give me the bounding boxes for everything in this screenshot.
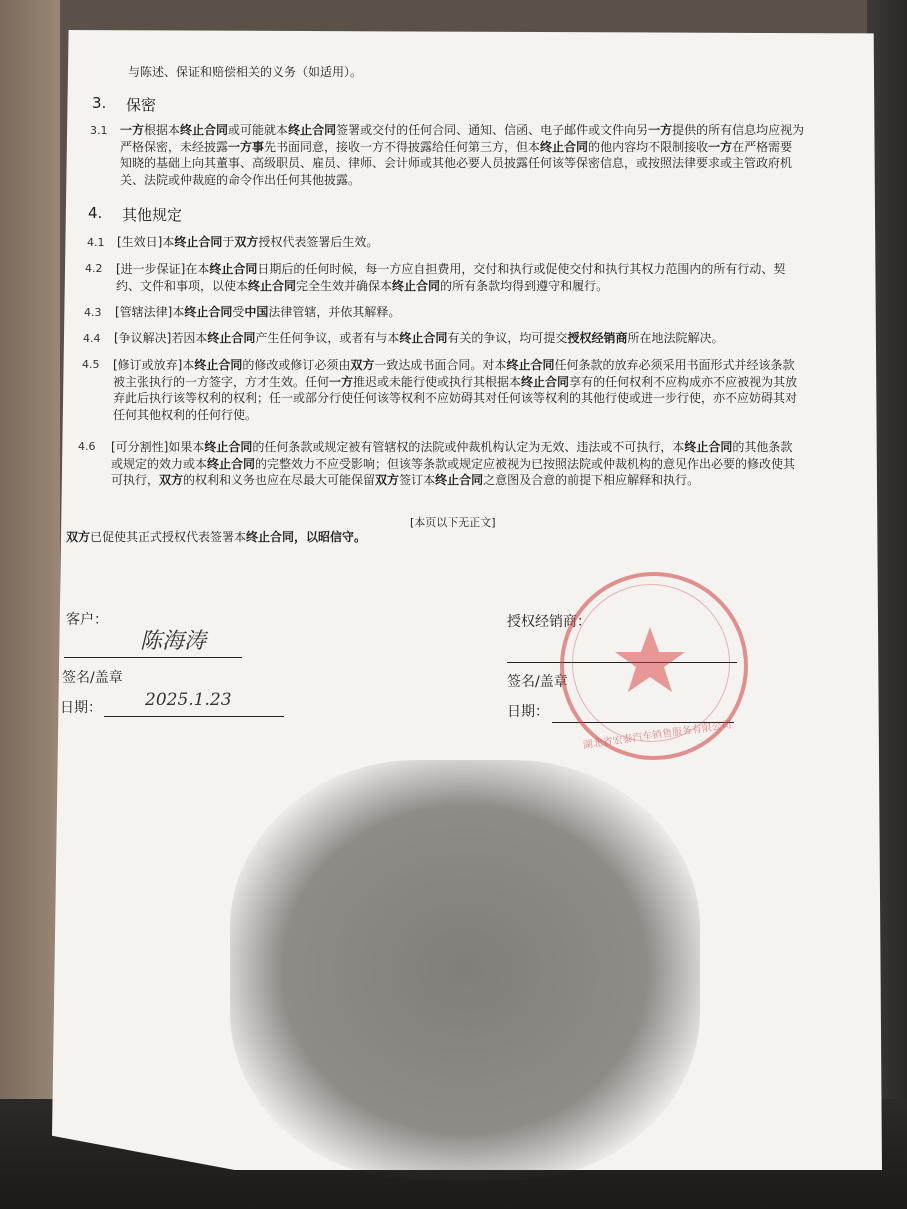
section-3-title: 保密 (126, 96, 157, 114)
end-note: [本页以下无正文] (410, 516, 496, 529)
customer-date-value: 2025.1.23 (145, 690, 232, 710)
customer-signature-line (64, 657, 242, 658)
dealer-sign-label: 签名/盖章 (507, 674, 568, 690)
clause-4-6: [可分割性]如果本终止合同的任何条款或规定被有管辖权的法院或仲裁机构认定为无效、违法或不可执行，本终止合同的其他条款 或规定的效力或本终止合同的完整效力不应受影响；但该等条款或规定应被视为已按照法院或仲裁机构的意见作出必要的修改使其 可执行，双方的权利和义务也应在尽最大可能保留双方签订本终止合同之意图及合意的前提下相应解释和执行。 (111, 440, 796, 487)
clause-4-5: [修订或放弃]本终止合同的修改或修订必须由双方一致达成书面合同。对本终止合同任何条款的放弃必须采用书面形式并经该条款 被主张执行的一方签字，方才生效。任何一方推迟或未能行使或执行其根据本终止合同享有的任何权利不应构成亦不应被视为其放 弃此后执行该等权利的权利；任一或部分行使任何该等权利不应妨碍其对任何该等权利的其他行使或进一步行使，亦不应妨碍其对 任何其他权利的任何行使。 (113, 358, 798, 422)
customer-sign-label: 签名/盖章 (62, 670, 123, 686)
clause-4-1-number: 4.1 (87, 236, 105, 249)
closing-statement: 双方已促使其正式授权代表签署本终止合同，以昭信守。 (66, 530, 367, 544)
clause-4-4: [争议解决]若因本终止合同产生任何争议，或者有与本终止合同有关的争议，均可提交授权经销商所在地法院解决。 (114, 331, 724, 345)
customer-signature: 陈海涛 (140, 629, 207, 654)
company-stamp (560, 572, 748, 760)
clause-4-6-number: 4.6 (78, 440, 96, 453)
background-left (0, 0, 60, 1209)
phone-shadow (230, 760, 700, 1180)
clause-4-4-number: 4.4 (83, 332, 101, 345)
clause-4-2: [进一步保证]在本终止合同日期后的任何时候，每一方应自担费用，交付和执行或促使交付和执行其权力范围内的所有行动、契 约、文件和事项，以使本终止合同完全生效并确保本终止合同的所有条款均得到遵守和履行。 (116, 262, 786, 293)
star-icon (615, 627, 685, 692)
customer-date-line (104, 716, 284, 717)
stamp-text: 湖北省宏泰汽车销售服务有限公司 (582, 719, 733, 752)
clause-3-1: 一方根据本终止合同或可能就本终止合同签署或交付的任何合同、通知、信函、电子邮件或文件向另一方提供的所有信息均应视为 严格保密，未经披露一方事先书面同意，接收一方不得披露给任何第三方，但本终止合同的他内容均不限制接收一方在严格需要 知晓的基础上向其董事、高级职员、雇员、律师、会计师或其他必要人员披露任何该等保密信息，或按照法律要求或主管政府机 关、法院或仲裁庭的命令作出任何其他披露。 (120, 123, 805, 187)
dealer-label: 授权经销商： (507, 614, 591, 630)
customer-label: 客户： (66, 612, 108, 628)
clause-4-2-number: 4.2 (85, 262, 103, 275)
top-line: 与陈述、保证和赔偿相关的义务（如适用）。 (128, 65, 363, 79)
dealer-date-label: 日期： (507, 704, 549, 720)
clause-4-1: [生效日]本终止合同于双方授权代表签署后生效。 (117, 235, 379, 249)
customer-date-label: 日期： (60, 700, 102, 716)
clause-4-3-number: 4.3 (84, 306, 102, 319)
section-3-number: 3. (92, 94, 107, 112)
clause-4-3: [管辖法律]本终止合同受中国法律管辖，并依其解释。 (115, 305, 401, 319)
section-4-title: 其他规定 (122, 206, 183, 224)
clause-4-5-number: 4.5 (82, 358, 100, 371)
clause-3-1-number: 3.1 (90, 124, 108, 137)
section-4-number: 4. (88, 204, 103, 222)
